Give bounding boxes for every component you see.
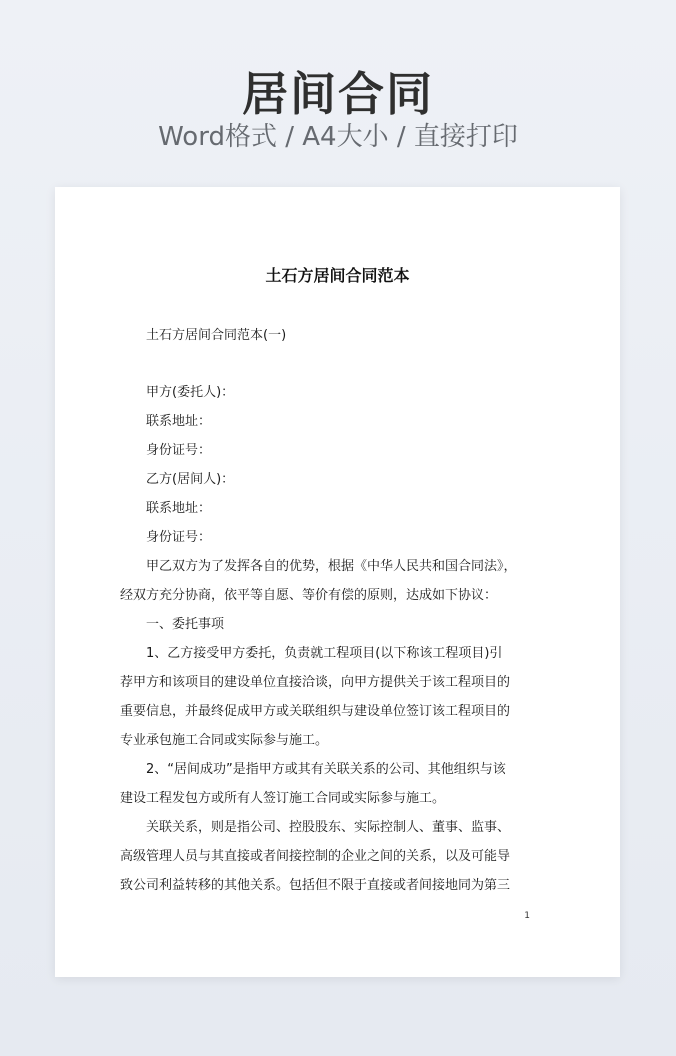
party-b-label: 乙方(居间人)：	[146, 472, 235, 487]
document-body	[120, 321, 530, 900]
party-a-id-label: 身份证号：	[146, 443, 212, 458]
paragraph-line: 重要信息，并最终促成甲方或关联组织与建设单位签订该工程项目的	[120, 704, 511, 719]
paragraph-line: 高级管理人员与其直接或者间接控制的企业之间的关系，以及可能导	[120, 849, 511, 864]
banner-title: 居间合同	[242, 67, 434, 121]
clause-heading: 一、委托事项	[146, 617, 225, 632]
paragraph-line: 经双方充分协商，依平等自愿、等价有偿的原则，达成如下协议：	[120, 588, 498, 603]
page-number: 1	[524, 911, 530, 921]
paragraph-line: 致公司利益转移的其他关系。包括但不限于直接或者间接地同为第三	[120, 878, 511, 893]
document-title: 土石方居间合同范本	[265, 266, 410, 285]
paragraph-line: 荐甲方和该项目的建设单位直接洽谈，向甲方提供关于该工程项目的	[120, 675, 511, 690]
paragraph-line: 2、“居间成功”是指甲方或其有关联关系的公司、其他组织与该	[146, 762, 506, 777]
party-b-address-label: 联系地址：	[146, 501, 212, 516]
party-b-id-label: 身份证号：	[146, 530, 212, 545]
party-a-address-label: 联系地址：	[146, 414, 212, 429]
paragraph-line: 建设工程发包方或所有人签订施工合同或实际参与施工。	[120, 791, 446, 806]
blank-line	[146, 350, 530, 378]
party-a-label: 甲方(委托人)：	[146, 385, 235, 400]
paragraph-line: 关联关系，则是指公司、控股股东、实际控制人、董事、监事、	[146, 820, 511, 835]
banner	[0, 0, 676, 186]
section-heading: 土石方居间合同范本(一)	[146, 328, 287, 343]
paragraph-line: 1、乙方接受甲方委托，负责就工程项目(以下称该工程项目)引	[146, 646, 503, 661]
document-page	[55, 187, 620, 977]
banner-subtitle: Word格式 / A4大小 / 直接打印	[158, 122, 518, 152]
paragraph-line: 专业承包施工合同或实际参与施工。	[120, 733, 329, 748]
paragraph-line: 甲乙双方为了发挥各自的优势，根据《中华人民共和国合同法》，	[146, 559, 517, 574]
